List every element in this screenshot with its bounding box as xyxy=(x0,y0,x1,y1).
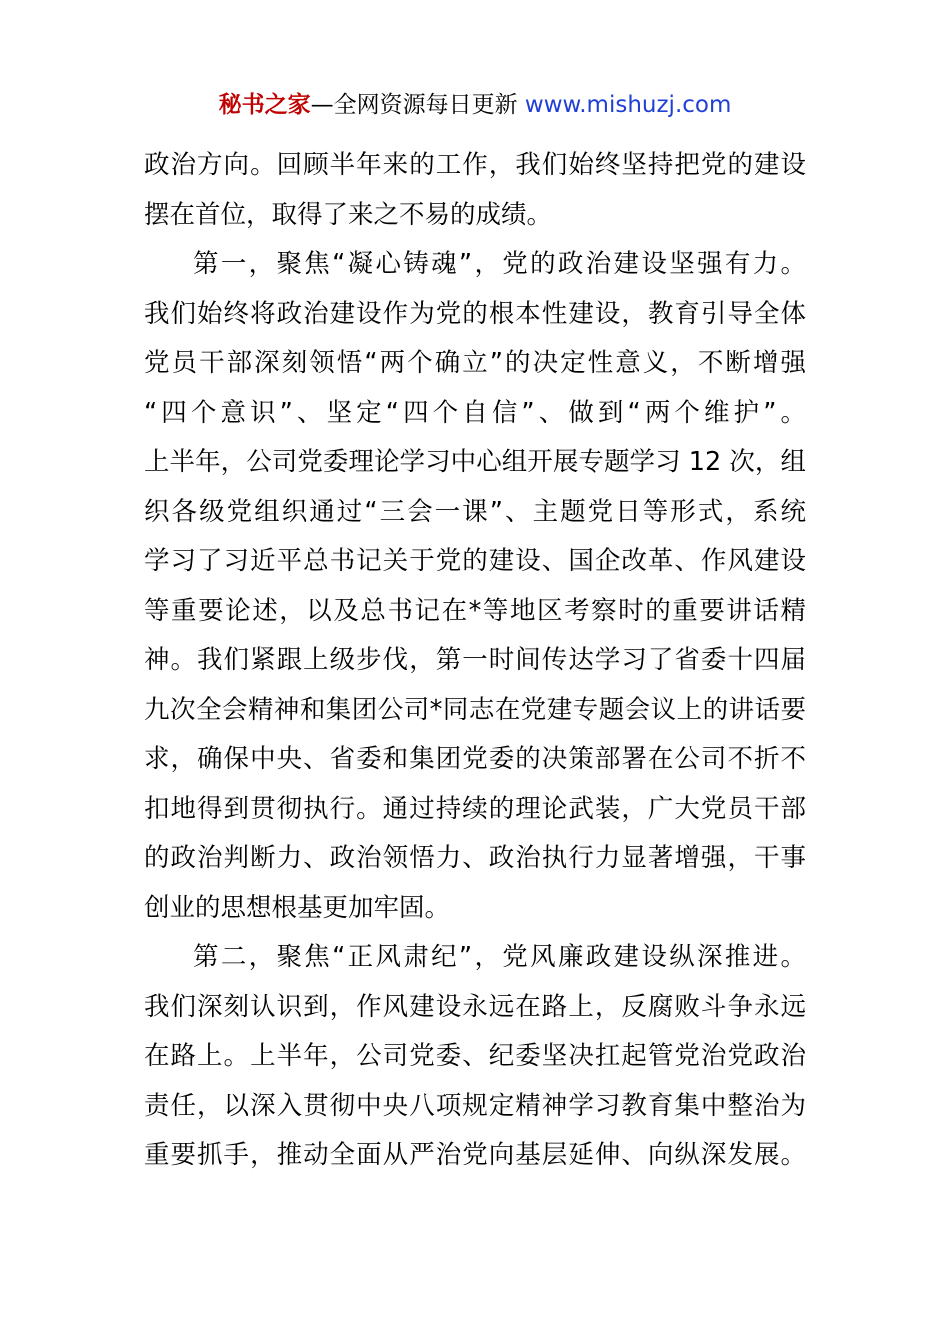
section-heading-1: 第一，聚焦“凝心铸魂”，党的政治建设坚强有力。 xyxy=(193,249,806,279)
section-heading-2: 第二，聚焦“正风肃纪”，党风廉政建设纵深推进。 xyxy=(193,942,806,972)
site-header xyxy=(0,88,950,122)
text-line: 神。我们紧跟上级步伐，第一时间传达学习了省委十四届 xyxy=(144,645,806,675)
text-line: 求，确保中央、省委和集团党委的决策部署在公司不折不 xyxy=(144,744,806,774)
text-line: 创业的思想根基更加牢固。 xyxy=(144,892,451,923)
text-line: 我们始终将政治建设作为党的根本性建设，教育引导全体 xyxy=(144,298,806,329)
text-line: 织各级党组织通过“三会一课”、主题党日等形式，系统 xyxy=(144,496,806,527)
text-line: 党员干部深刻领悟“两个确立”的决定性意义，不断增强 xyxy=(144,348,806,378)
brand-name: 秘书之家 xyxy=(218,92,311,118)
text-line: 扣地得到贯彻执行。通过持续的理论武装，广大党员干部 xyxy=(144,793,806,824)
text-line: “四个意识”、坚定“四个自信”、做到“两个维护”。 xyxy=(144,397,806,428)
text-line: 我们深刻认识到，作风建设永远在路上，反腐败斗争永远 xyxy=(144,991,806,1022)
header-tagline: —全网资源每日更新 xyxy=(310,92,525,118)
text-line: 的政治判断力、政治领悟力、政治执行力显著增强，干事 xyxy=(144,843,806,873)
text-line: 学习了习近平总书记关于党的建设、国企改革、作风建设 xyxy=(144,546,806,576)
site-url-link[interactable]: www.mishuzj.com xyxy=(524,92,732,118)
text-line: 九次全会精神和集团公司*同志在党建专题会议上的讲话要 xyxy=(144,694,806,725)
text-line: 上半年，公司党委理论学习中心组开展专题学习 12 次，组 xyxy=(144,447,806,477)
text-line: 摆在首位，取得了来之不易的成绩。 xyxy=(144,199,553,230)
text-line: 等重要论述，以及总书记在*等地区考察时的重要讲话精 xyxy=(144,595,806,626)
text-line: 政治方向。回顾半年来的工作，我们始终坚持把党的建设 xyxy=(144,150,806,180)
text-line: 重要抓手，推动全面从严治党向基层延伸、向纵深发展。 xyxy=(144,1140,806,1170)
text-line: 责任，以深入贯彻中央八项规定精神学习教育集中整治为 xyxy=(144,1090,806,1121)
text-line: 在路上。上半年，公司党委、纪委坚决扛起管党治党政治 xyxy=(144,1041,806,1071)
